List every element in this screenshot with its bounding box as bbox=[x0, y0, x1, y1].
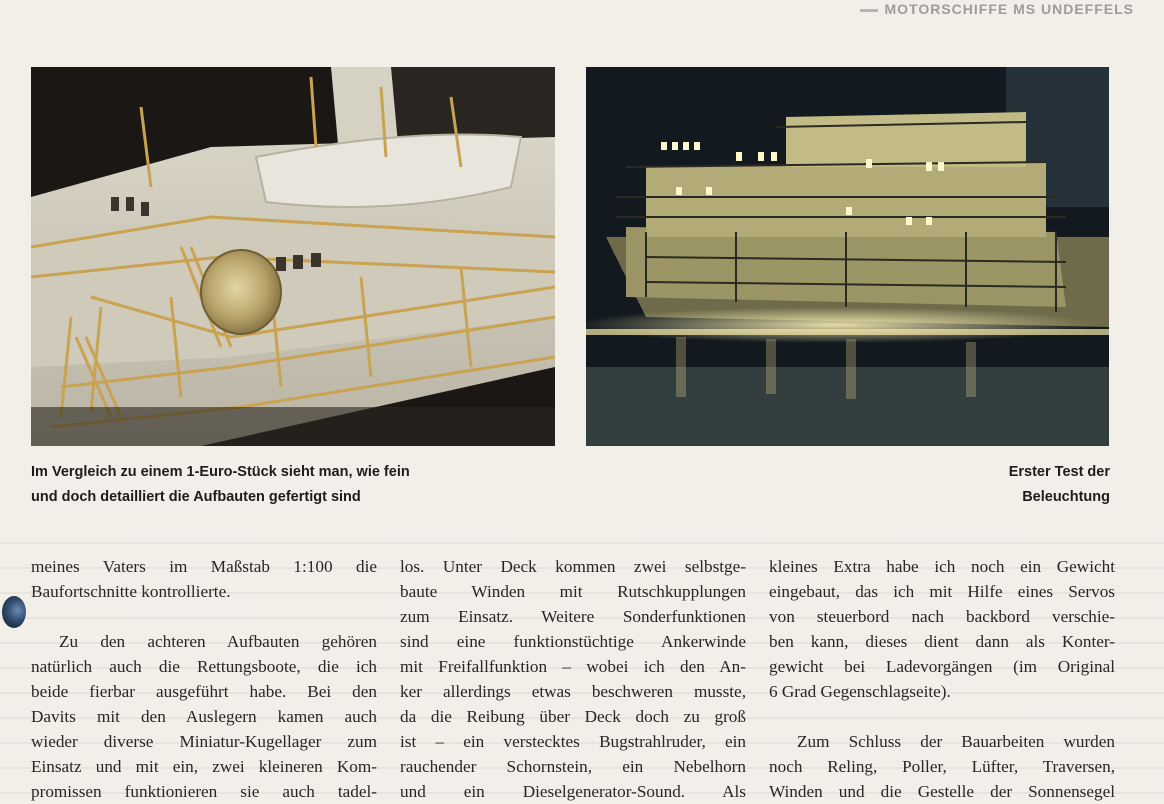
text-column-1 bbox=[31, 554, 377, 804]
photo-superstructure-with-coin bbox=[31, 67, 555, 446]
text-line: ben kann, dieses dient dann als Konter- bbox=[769, 632, 1115, 651]
photo-lighting-test bbox=[586, 67, 1109, 446]
text-column-3 bbox=[769, 554, 1115, 804]
text-line: zum Einsatz. Weitere Sonderfunktionen bbox=[400, 607, 746, 626]
text-line: kleines Extra habe ich noch ein Gewicht bbox=[769, 557, 1115, 576]
text-line: ist – ein verstecktes Bugstrahlruder, ein bbox=[400, 732, 746, 751]
caption-line: Im Vergleich zu einem 1-Euro-Stück sieht man, wie fein bbox=[31, 464, 410, 480]
text-line: Zum Schluss der Bauarbeiten wurden bbox=[797, 732, 1115, 751]
text-line: ker allerdings etwas beschweren musste, bbox=[400, 682, 746, 701]
text-line: promissen funktionieren sie auch tadel- bbox=[31, 782, 377, 801]
page-edge-marker bbox=[2, 596, 26, 628]
text-line: da die Reibung über Deck doch zu groß bbox=[400, 707, 746, 726]
text-line: mit Freifallfunktion – wobei ich den An- bbox=[400, 657, 746, 676]
caption-left bbox=[31, 460, 571, 510]
text-line: rauchender Schornstein, ein Nebelhorn bbox=[400, 757, 746, 776]
running-title: MOTORSCHIFFE MS UNDEFFELS bbox=[884, 1, 1134, 17]
text-line: 6 Grad Gegenschlagseite). bbox=[769, 682, 951, 701]
text-line: wieder diverse Miniatur-Kugellager zum bbox=[31, 732, 377, 751]
caption-line: Erster Test der bbox=[1008, 464, 1110, 480]
running-header bbox=[860, 0, 1134, 18]
caption-line: und doch detailliert die Aufbauten gefertigt sind bbox=[31, 489, 361, 505]
text-line: Einsatz und mit ein, zwei kleineren Kom- bbox=[31, 757, 377, 776]
text-line: baute Winden mit Rutschkupplungen bbox=[400, 582, 746, 601]
text-line: von steuerbord nach backbord verschie- bbox=[769, 607, 1115, 626]
text-line: natürlich auch die Rettungsboote, die ich bbox=[31, 657, 377, 676]
header-rule bbox=[860, 9, 878, 12]
text-line: Davits mit den Auslegern kamen auch bbox=[31, 707, 377, 726]
text-line: beide fierbar ausgeführt habe. Bei den bbox=[31, 682, 377, 701]
text-column-2 bbox=[400, 554, 746, 804]
text-line: noch Reling, Poller, Lüfter, Traversen, bbox=[769, 757, 1115, 776]
text-line: eingebaut, das ich mit Hilfe eines Servos bbox=[769, 582, 1115, 601]
text-line: und ein Dieselgenerator-Sound. Als bbox=[400, 782, 746, 801]
text-line: Winden und die Gestelle der Sonnensegel bbox=[769, 782, 1115, 801]
text-line: sind eine funktionstüchtige Ankerwinde bbox=[400, 632, 746, 651]
text-line: meines Vaters im Maßstab 1:100 die bbox=[31, 557, 377, 576]
text-line: gewicht bei Ladevorgängen (im Original bbox=[769, 657, 1115, 676]
text-line: los. Unter Deck kommen zwei selbstge- bbox=[400, 557, 746, 576]
caption-right bbox=[900, 460, 1110, 510]
caption-line: Beleuchtung bbox=[1022, 489, 1110, 505]
text-line: Baufortschnitte kontrollierte. bbox=[31, 582, 231, 601]
text-line: Zu den achteren Aufbauten gehören bbox=[59, 632, 377, 651]
